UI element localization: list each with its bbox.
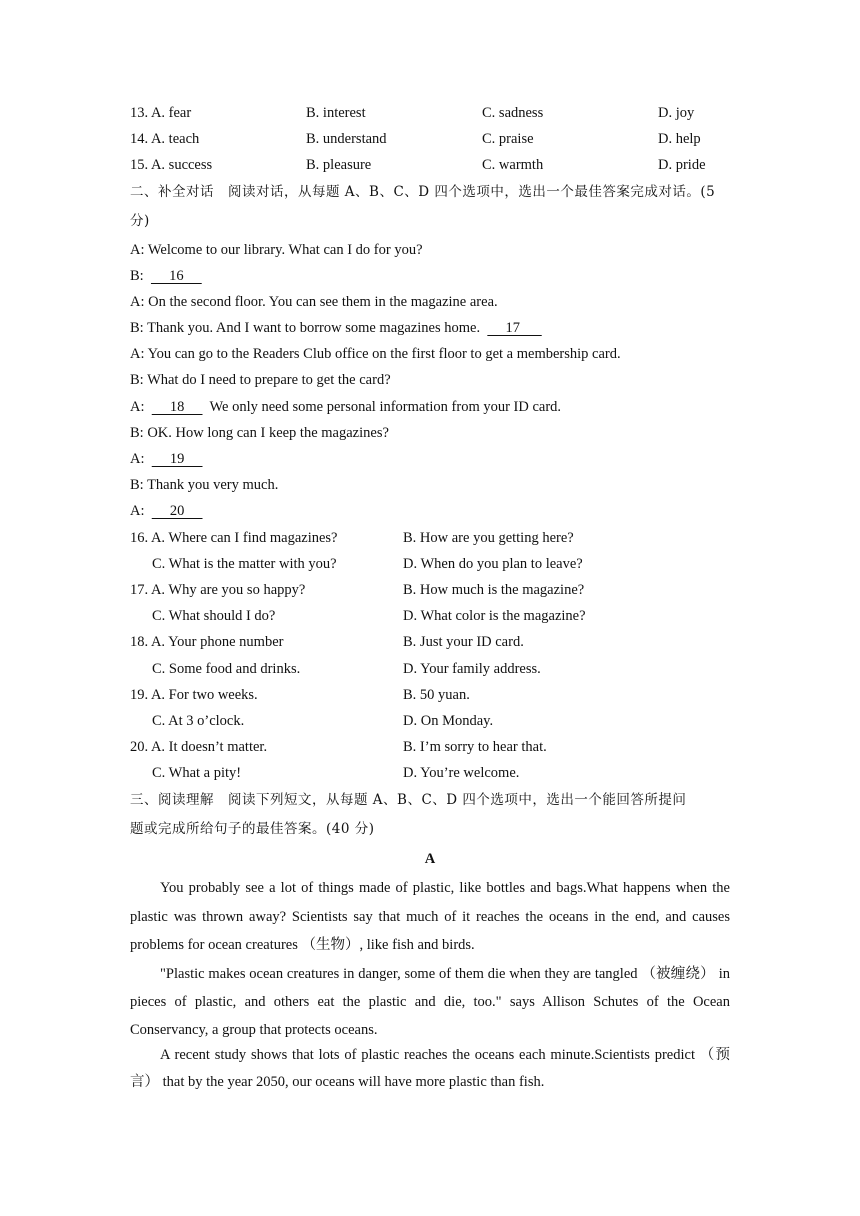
option-c: C. sadness [482, 105, 544, 121]
dialogue-line [130, 423, 389, 443]
option-d: D. joy [658, 105, 695, 121]
option-right: B. I’m sorry to hear that. [403, 739, 547, 755]
option-right: D. Your family address. [403, 661, 541, 677]
option-a: 14. A. teach [130, 131, 200, 147]
option-left: 20. A. It doesn’t matter. [130, 739, 268, 755]
option-right: D. You’re welcome. [403, 765, 520, 781]
passage-title: A [424, 851, 436, 867]
dialogue-line [130, 292, 498, 312]
option-left: 19. A. For two weeks. [130, 687, 258, 703]
section-3-heading: 三、阅读理解 阅读下列短文，从每题 A、B、C、D 四个选项中，选出一个能回答所提问 [130, 792, 687, 808]
option-left: C. What should I do? [152, 608, 276, 624]
dialogue-text: A: [130, 451, 152, 467]
dialogue-line [130, 475, 278, 495]
option-c: C. praise [482, 131, 534, 147]
option-b: B. interest [306, 105, 366, 121]
dialogue-text: A: [130, 503, 152, 519]
option-left: C. What a pity! [152, 765, 242, 781]
passage-paragraph-3: A recent study shows that lots of plastic reaches the oceans each minute.Scientists predict （预言） that by the year 2050, our oceans will have more plastic than fish. [130, 1047, 730, 1090]
option-right: B. How much is the magazine? [403, 582, 585, 598]
dialogue-line [130, 397, 561, 417]
option-left: 17. A. Why are you so happy? [130, 582, 306, 598]
dialogue-text: B: OK. How long can I keep the magazines? [130, 425, 389, 441]
option-left: C. What is the matter with you? [152, 556, 337, 572]
passage-paragraph-1: You probably see a lot of things made of plastic, like bottles and bags.What happens when the plastic was thrown away? Scientists say that much of it reaches the oceans in the end, and causes problems for ocean creatures （生物）, like fish and birds. [130, 880, 730, 953]
option-d: D. pride [658, 157, 706, 173]
option-right: B. 50 yuan. [403, 687, 470, 703]
option-left: 16. A. Where can I find magazines? [130, 530, 338, 546]
option-left: C. Some food and drinks. [152, 661, 301, 677]
dialogue-text: B: Thank you very much. [130, 477, 279, 493]
dialogue-text: B: What do I need to prepare to get the card? [130, 372, 391, 388]
option-b: B. pleasure [306, 157, 372, 173]
answer-blank-16[interactable]: 16 [150, 268, 202, 284]
option-c: C. warmth [482, 157, 544, 173]
section-2-heading: 二、补全对话 阅读对话，从每题 A、B、C、D 四个选项中，选出一个最佳答案完成对话。(5 [130, 184, 716, 200]
answer-blank-20[interactable]: 20 [151, 503, 203, 519]
dialogue-text: B: [130, 268, 151, 284]
option-left: C. At 3 o’clock. [152, 713, 245, 729]
option-right: B. How are you getting here? [403, 530, 574, 546]
dialogue-text: A: You can go to the Readers Club office on the first floor to get a membership card. [130, 346, 621, 362]
passage-paragraph-2: "Plastic makes ocean creatures in danger, some of them die when they are tangled （被缠绕） in pieces of plastic, and others eat the plastic and die, too." says Allison Schutes of the Ocean Conservancy, a group that protects oceans. [130, 966, 730, 1038]
answer-blank-18[interactable]: 18 [151, 399, 203, 415]
dialogue-line [130, 318, 542, 338]
dialogue-line [130, 266, 202, 286]
option-a: 15. A. success [130, 157, 213, 173]
dialogue-line [130, 370, 391, 390]
answer-blank-19[interactable]: 19 [151, 451, 203, 467]
dialogue-text: A: On the second floor. You can see them in the magazine area. [130, 294, 498, 310]
answer-blank-17[interactable]: 17 [487, 320, 542, 336]
dialogue-line [130, 501, 203, 521]
dialogue-text: A: [130, 399, 152, 415]
option-left: 18. A. Your phone number [130, 634, 284, 650]
option-b: B. understand [306, 131, 387, 147]
dialogue-text: A: Welcome to our library. What can I do for you? [130, 242, 423, 258]
option-right: D. What color is the magazine? [403, 608, 586, 624]
dialogue-text: We only need some personal information from your ID card. [202, 399, 562, 415]
option-right: D. When do you plan to leave? [403, 556, 583, 572]
option-a: 13. A. fear [130, 105, 192, 121]
option-right: D. On Monday. [403, 713, 494, 729]
dialogue-line [130, 344, 621, 364]
dialogue-line [130, 240, 423, 260]
dialogue-line [130, 449, 203, 469]
dialogue-text: B: Thank you. And I want to borrow some magazines home. [130, 320, 488, 336]
option-d: D. help [658, 131, 701, 147]
section-3-heading-cont: 题或完成所给句子的最佳答案。(40 分) [130, 821, 375, 837]
option-right: B. Just your ID card. [403, 634, 524, 650]
section-2-heading-cont: 分) [130, 213, 150, 229]
